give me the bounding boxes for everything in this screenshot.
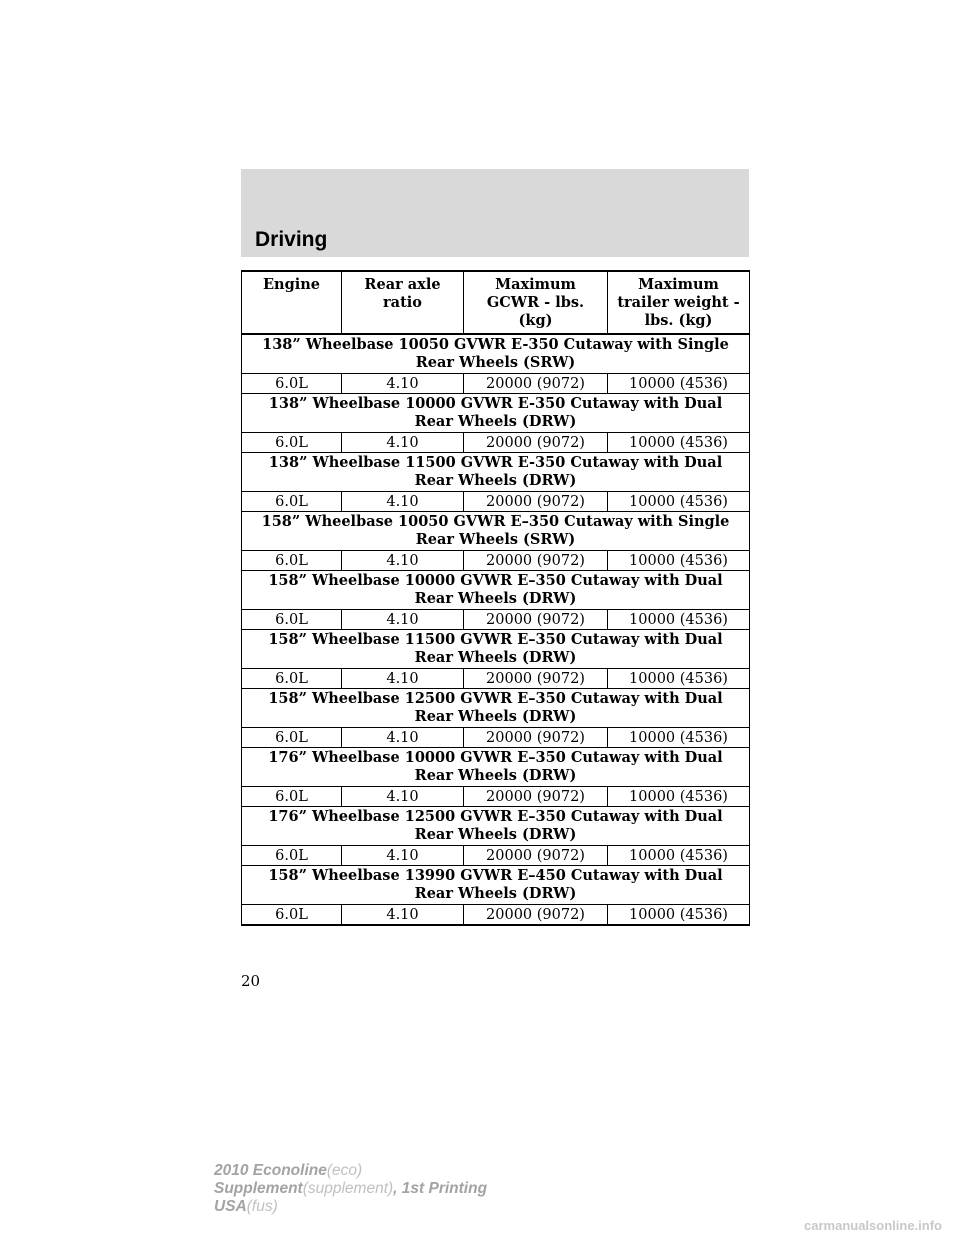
axle-ratio-cell: 4.10 (342, 433, 464, 453)
trailer-weight-cell: 10000 (4536) (608, 905, 750, 926)
footer-line-market (214, 1198, 487, 1216)
table-row (242, 787, 750, 807)
table-row (242, 905, 750, 926)
column-header-max-trailer-weight: Maximum trailer weight - lbs. (kg) (608, 271, 750, 334)
table-header-row (242, 271, 750, 334)
table-row (242, 728, 750, 748)
footer-model-code: (eco) (326, 1162, 363, 1179)
gcwr-cell: 20000 (9072) (464, 492, 608, 512)
table-group-row (242, 394, 750, 433)
group-title-cell: 158” Wheelbase 12500 GVWR E–350 Cutaway with Dual Rear Wheels (DRW) (242, 689, 750, 728)
footer-market-code: (fus) (246, 1198, 278, 1215)
table-group-row (242, 630, 750, 669)
group-title-cell: 138” Wheelbase 11500 GVWR E-350 Cutaway with Dual Rear Wheels (DRW) (242, 453, 750, 492)
axle-ratio-cell: 4.10 (342, 492, 464, 512)
footer-market: USA (214, 1198, 247, 1215)
gcwr-cell: 20000 (9072) (464, 905, 608, 926)
trailer-weight-cell: 10000 (4536) (608, 492, 750, 512)
table-row (242, 846, 750, 866)
table-group-row (242, 748, 750, 787)
group-title-cell: 176” Wheelbase 12500 GVWR E–350 Cutaway with Dual Rear Wheels (DRW) (242, 807, 750, 846)
table-row (242, 492, 750, 512)
gcwr-cell: 20000 (9072) (464, 787, 608, 807)
table-group-row (242, 334, 750, 374)
engine-cell: 6.0L (242, 905, 342, 926)
footer-supplement-code: (supplement) (302, 1180, 394, 1197)
footer-model: 2010 Econoline (214, 1162, 327, 1179)
group-title-cell: 158” Wheelbase 13990 GVWR E–450 Cutaway with Dual Rear Wheels (DRW) (242, 866, 750, 905)
group-title-cell: 138” Wheelbase 10000 GVWR E-350 Cutaway with Dual Rear Wheels (DRW) (242, 394, 750, 433)
gcwr-cell: 20000 (9072) (464, 551, 608, 571)
axle-ratio-cell: 4.10 (342, 551, 464, 571)
axle-ratio-cell: 4.10 (342, 846, 464, 866)
table-group-row (242, 689, 750, 728)
footer-line-supplement (214, 1180, 487, 1198)
trailer-weight-cell: 10000 (4536) (608, 846, 750, 866)
table-row (242, 374, 750, 394)
table-group-row (242, 453, 750, 492)
engine-cell: 6.0L (242, 492, 342, 512)
gcwr-cell: 20000 (9072) (464, 610, 608, 630)
table-row (242, 669, 750, 689)
section-title: Driving (255, 228, 328, 251)
column-header-rear-axle-ratio: Rear axle ratio (342, 271, 464, 334)
watermark-text: carmanualsonline.info (804, 1218, 942, 1233)
table-row (242, 610, 750, 630)
trailer-weight-cell: 10000 (4536) (608, 610, 750, 630)
trailer-weight-cell: 10000 (4536) (608, 669, 750, 689)
engine-cell: 6.0L (242, 433, 342, 453)
group-title-cell: 176” Wheelbase 10000 GVWR E–350 Cutaway with Dual Rear Wheels (DRW) (242, 748, 750, 787)
engine-cell: 6.0L (242, 551, 342, 571)
engine-cell: 6.0L (242, 610, 342, 630)
engine-cell: 6.0L (242, 669, 342, 689)
trailer-weight-cell: 10000 (4536) (608, 433, 750, 453)
trailer-weight-cell: 10000 (4536) (608, 374, 750, 394)
table-group-row (242, 807, 750, 846)
table-row (242, 433, 750, 453)
group-title-cell: 158” Wheelbase 10050 GVWR E–350 Cutaway with Single Rear Wheels (SRW) (242, 512, 750, 551)
footer-line-model (214, 1162, 487, 1180)
gcwr-cell: 20000 (9072) (464, 374, 608, 394)
table-row (242, 551, 750, 571)
axle-ratio-cell: 4.10 (342, 374, 464, 394)
towing-spec-table (241, 270, 750, 926)
trailer-weight-cell: 10000 (4536) (608, 551, 750, 571)
table-group-row (242, 571, 750, 610)
group-title-cell: 158” Wheelbase 11500 GVWR E–350 Cutaway with Dual Rear Wheels (DRW) (242, 630, 750, 669)
gcwr-cell: 20000 (9072) (464, 669, 608, 689)
axle-ratio-cell: 4.10 (342, 669, 464, 689)
gcwr-cell: 20000 (9072) (464, 846, 608, 866)
group-title-cell: 138” Wheelbase 10050 GVWR E-350 Cutaway with Single Rear Wheels (SRW) (242, 334, 750, 374)
trailer-weight-cell: 10000 (4536) (608, 787, 750, 807)
engine-cell: 6.0L (242, 374, 342, 394)
table-group-row (242, 866, 750, 905)
trailer-weight-cell: 10000 (4536) (608, 728, 750, 748)
axle-ratio-cell: 4.10 (342, 787, 464, 807)
table-group-row (242, 512, 750, 551)
footer-printing: , 1st Printing (393, 1180, 488, 1197)
document-footer (214, 1162, 487, 1216)
column-header-engine: Engine (242, 271, 342, 334)
engine-cell: 6.0L (242, 787, 342, 807)
engine-cell: 6.0L (242, 728, 342, 748)
gcwr-cell: 20000 (9072) (464, 433, 608, 453)
group-title-cell: 158” Wheelbase 10000 GVWR E–350 Cutaway with Dual Rear Wheels (DRW) (242, 571, 750, 610)
axle-ratio-cell: 4.10 (342, 610, 464, 630)
gcwr-cell: 20000 (9072) (464, 728, 608, 748)
column-header-max-gcwr: Maximum GCWR - lbs. (kg) (464, 271, 608, 334)
section-header-band (241, 169, 749, 257)
axle-ratio-cell: 4.10 (342, 728, 464, 748)
table-body (242, 334, 750, 925)
footer-supplement: Supplement (214, 1180, 303, 1197)
page-number: 20 (241, 972, 261, 990)
axle-ratio-cell: 4.10 (342, 905, 464, 926)
engine-cell: 6.0L (242, 846, 342, 866)
